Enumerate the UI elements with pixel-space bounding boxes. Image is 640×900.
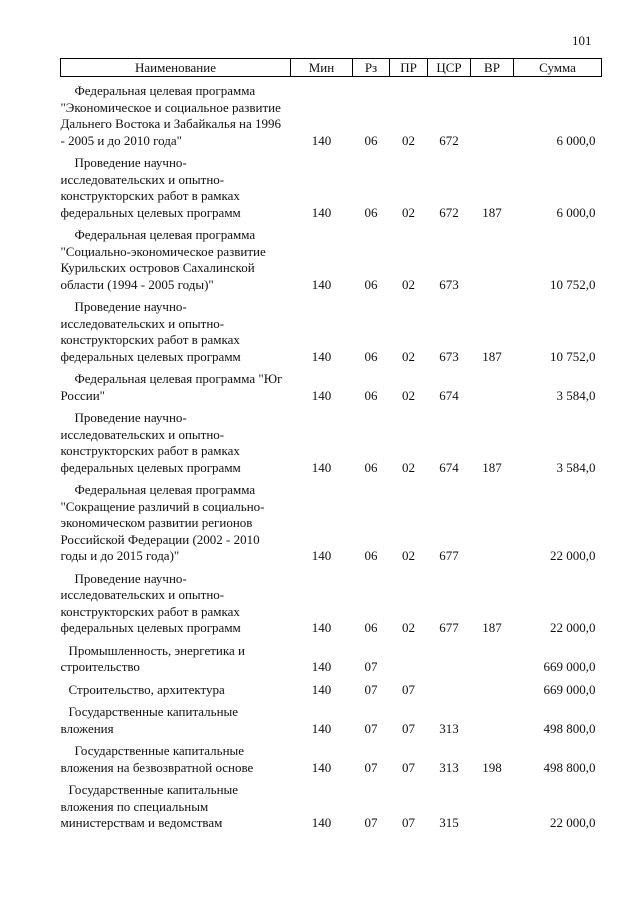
row-vr [471, 83, 514, 149]
header-name: Наименование [61, 59, 291, 77]
row-vr [471, 643, 514, 676]
row-vr: 187 [482, 459, 502, 475]
row-min: 140 [311, 348, 332, 364]
budget-table [60, 58, 602, 832]
row-rz: 07 [364, 720, 378, 736]
row-vr [471, 482, 514, 565]
table-row [61, 227, 602, 293]
row-rz: 07 [364, 681, 378, 697]
row-csr: 674 [439, 459, 459, 475]
row-sum: 498 800,0 [543, 759, 596, 775]
row-vr: 187 [482, 620, 502, 635]
row-min: 140 [311, 815, 332, 830]
row-name: Проведение научно-исследовательских и опытно-конструкторских работ в рамках федеральных целевых программ [60, 410, 241, 475]
table-header-row [61, 59, 602, 77]
table-row [61, 782, 602, 832]
row-name: Строительство, архитектура [68, 681, 225, 697]
row-min: 140 [311, 659, 332, 674]
header-csr: ЦСР [428, 59, 471, 77]
table-row [61, 682, 602, 699]
row-sum: 10 752,0 [550, 276, 596, 292]
row-pr: 02 [402, 132, 415, 148]
header-rz: Рз [353, 59, 390, 77]
row-rz: 06 [364, 387, 378, 403]
header-vr: ВР [471, 59, 514, 77]
row-name: Федеральная целевая программа "Юг России" [60, 371, 283, 403]
row-csr: 672 [439, 132, 459, 148]
row-vr: 187 [482, 204, 502, 220]
header-min: Мин [291, 59, 353, 77]
row-pr: 02 [402, 387, 415, 403]
row-sum: 669 000,0 [543, 681, 596, 697]
table-row [61, 643, 602, 676]
row-vr [471, 227, 514, 293]
table-row [61, 155, 602, 221]
row-min: 140 [311, 387, 332, 403]
row-name: Государственные капитальные вложения по специальным министерствам и ведомствам [60, 782, 239, 830]
table-row [61, 371, 602, 404]
row-vr [471, 371, 514, 404]
row-sum: 22 000,0 [550, 548, 596, 563]
row-csr [428, 682, 471, 699]
row-sum: 6 000,0 [556, 204, 596, 220]
row-rz: 06 [364, 620, 378, 635]
row-pr: 02 [402, 204, 415, 220]
row-rz: 07 [364, 815, 378, 830]
row-name: Проведение научно-исследовательских и опытно-конструкторских работ в рамках федеральных целевых программ [60, 299, 241, 364]
row-name: Промышленность, энергетика и строительство [60, 642, 245, 674]
row-sum: 6 000,0 [556, 132, 596, 148]
row-rz: 07 [364, 759, 378, 775]
row-pr: 02 [402, 348, 415, 364]
row-pr: 07 [402, 759, 415, 775]
row-rz: 07 [364, 659, 378, 674]
row-sum: 669 000,0 [543, 659, 596, 674]
row-name: Федеральная целевая программа "Социально-экономическое развитие Курильских островов Сахалинской области (1994 - 2005 годы)" [60, 227, 266, 292]
row-pr: 07 [402, 720, 415, 736]
row-min: 140 [311, 720, 332, 736]
row-min: 140 [311, 620, 332, 635]
row-rz: 06 [364, 548, 378, 563]
table-row [61, 83, 602, 149]
row-sum: 3 584,0 [556, 459, 596, 475]
table-row [61, 704, 602, 737]
row-rz: 06 [364, 459, 378, 475]
row-rz: 06 [364, 276, 378, 292]
page-number: 101 [572, 33, 592, 48]
row-csr: 313 [439, 759, 459, 775]
row-csr: 673 [439, 276, 459, 292]
table-row [61, 482, 602, 565]
header-sum: Сумма [514, 59, 602, 77]
table-row [61, 410, 602, 476]
row-name: Проведение научно-исследовательских и опытно-конструкторских работ в рамках федеральных целевых программ [60, 155, 241, 220]
row-name: Федеральная целевая программа "Сокращение различий в социально-экономическом развитии регионов Российской Федерации (2002 - 2010 годы и до 2015 года)" [60, 482, 265, 563]
row-csr: 677 [439, 548, 459, 563]
row-sum: 10 752,0 [550, 348, 596, 364]
table-row [61, 571, 602, 637]
row-min: 140 [311, 276, 332, 292]
row-sum: 3 584,0 [556, 387, 596, 403]
row-min: 140 [311, 548, 332, 563]
row-csr: 315 [439, 815, 459, 830]
row-name: Федеральная целевая программа "Экономическое и социальное развитие Дальнего Востока и Забайкалья на 1996 - 2005 и до 2010 года" [60, 83, 282, 148]
row-min: 140 [311, 459, 332, 475]
row-csr: 313 [439, 720, 459, 736]
row-csr: 674 [439, 387, 459, 403]
row-pr: 02 [402, 620, 415, 635]
row-sum: 22 000,0 [550, 815, 596, 830]
row-name: Государственные капитальные вложения на безвозвратной основе [60, 743, 254, 775]
row-vr [471, 704, 514, 737]
row-name: Проведение научно-исследовательских и опытно-конструкторских работ в рамках федеральных целевых программ [60, 570, 241, 635]
header-pr: ПР [390, 59, 428, 77]
row-vr: 198 [482, 759, 502, 775]
row-vr [471, 682, 514, 699]
row-pr: 02 [402, 548, 415, 563]
row-csr: 677 [439, 620, 459, 635]
row-min: 140 [311, 681, 332, 697]
table-row [61, 743, 602, 776]
row-name: Государственные капитальные вложения [60, 704, 239, 736]
row-sum: 498 800,0 [543, 720, 596, 736]
row-pr [390, 643, 428, 676]
row-csr [428, 643, 471, 676]
row-pr: 02 [402, 459, 415, 475]
row-min: 140 [311, 204, 332, 220]
row-sum: 22 000,0 [550, 620, 596, 635]
table-row [61, 299, 602, 365]
row-min: 140 [311, 759, 332, 775]
row-rz: 06 [364, 132, 378, 148]
row-vr [471, 782, 514, 832]
row-pr: 02 [402, 276, 415, 292]
row-csr: 672 [439, 204, 459, 220]
row-pr: 07 [402, 681, 415, 697]
row-min: 140 [311, 132, 332, 148]
row-rz: 06 [364, 348, 378, 364]
row-csr: 673 [439, 348, 459, 364]
row-vr: 187 [482, 348, 502, 364]
row-pr: 07 [402, 815, 415, 830]
row-rz: 06 [364, 204, 378, 220]
